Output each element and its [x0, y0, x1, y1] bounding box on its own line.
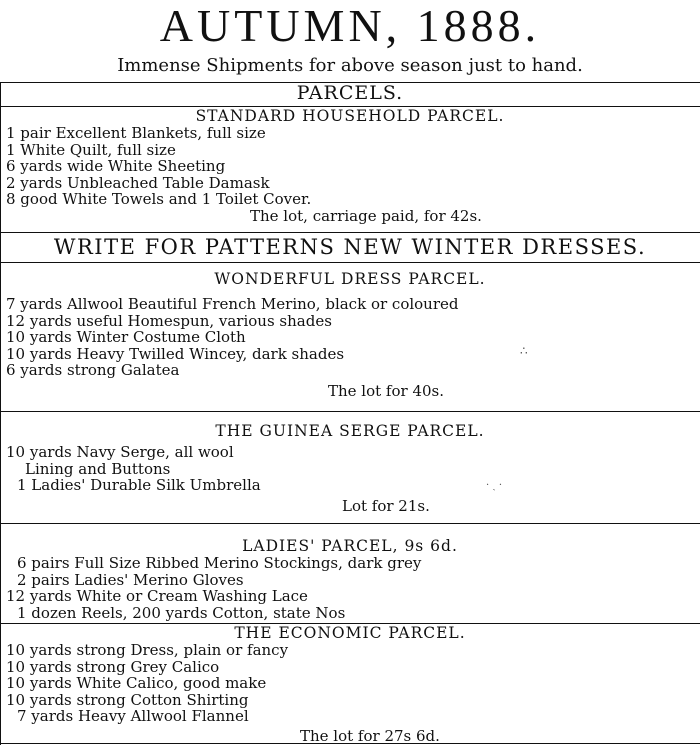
- divider: [0, 232, 700, 233]
- list-item: 6 yards strong Galatea: [6, 361, 180, 379]
- divider: [0, 743, 700, 744]
- list-item: 6 pairs Full Size Ribbed Merino Stockings, dark grey: [17, 554, 422, 572]
- page-title: AUTUMN, 1888.: [159, 0, 541, 51]
- list-item: 8 good White Towels and 1 Toilet Cover.: [6, 190, 312, 208]
- section-heading: THE ECONOMIC PARCEL.: [234, 624, 466, 642]
- parcels-heading: PARCELS.: [296, 82, 404, 104]
- list-item: 12 yards useful Homespun, various shades: [6, 311, 332, 330]
- list-item: 10 yards White Calico, good make: [6, 674, 267, 692]
- list-item: 10 yards Winter Costume Cloth: [6, 328, 246, 346]
- ink-speck: · ˏ ·: [486, 480, 503, 491]
- list-item: 1 dozen Reels, 200 yards Cotton, state Nos: [17, 603, 346, 622]
- divider: [0, 262, 700, 263]
- divider: [0, 523, 700, 524]
- list-item: 10 yards strong Cotton Shirting: [6, 690, 249, 709]
- parcel-total: Lot for 21s.: [342, 496, 430, 515]
- subtitle: Immense Shipments for above season just to hand.: [117, 55, 583, 76]
- list-item: 1 pair Excellent Blankets, full size: [6, 124, 266, 142]
- guinea-serge-parcel: [0, 422, 700, 515]
- section-heading: LADIES' PARCEL, 9s 6d.: [242, 537, 458, 555]
- list-item: 2 pairs Ladies' Merino Gloves: [17, 570, 244, 589]
- list-item: 7 yards Allwool Beautiful French Merino, black or coloured: [6, 295, 459, 313]
- list-item: 1 Ladies' Durable Silk Umbrella: [17, 476, 261, 494]
- economic-parcel: [0, 624, 700, 745]
- parcel-total: The lot for 27s 6d.: [300, 726, 440, 745]
- parcel-total: The lot for 40s.: [328, 381, 445, 400]
- section-heading: WONDERFUL DRESS PARCEL.: [214, 270, 486, 288]
- ink-speck: ∴: [520, 344, 528, 358]
- list-item: 10 yards Navy Serge, all wool: [6, 443, 234, 461]
- list-item: 12 yards White or Cream Washing Lace: [6, 587, 308, 605]
- list-item: 10 yards strong Dress, plain or fancy: [6, 641, 289, 659]
- ladies-parcel: [0, 537, 700, 621]
- wonderful-dress-parcel: [0, 270, 700, 400]
- list-item: Lining and Buttons: [25, 459, 171, 478]
- patterns-banner: WRITE FOR PATTERNS NEW WINTER DRESSES.: [53, 235, 647, 259]
- parcel-total: The lot, carriage paid, for 42s.: [250, 206, 482, 225]
- list-item: 6 yards wide White Sheeting: [6, 157, 226, 175]
- list-item: 1 White Quilt, full size: [6, 140, 176, 159]
- list-item: 10 yards Heavy Twilled Wincey, dark shades: [6, 344, 345, 363]
- standard-household-parcel: [0, 107, 700, 225]
- section-heading: STANDARD HOUSEHOLD PARCEL.: [195, 107, 505, 125]
- divider: [0, 411, 700, 412]
- list-item: 2 yards Unbleached Table Damask: [6, 173, 270, 192]
- list-item: 10 yards strong Grey Calico: [6, 657, 220, 676]
- list-item: 7 yards Heavy Allwool Flannel: [17, 707, 249, 725]
- section-heading: THE GUINEA SERGE PARCEL.: [215, 422, 485, 440]
